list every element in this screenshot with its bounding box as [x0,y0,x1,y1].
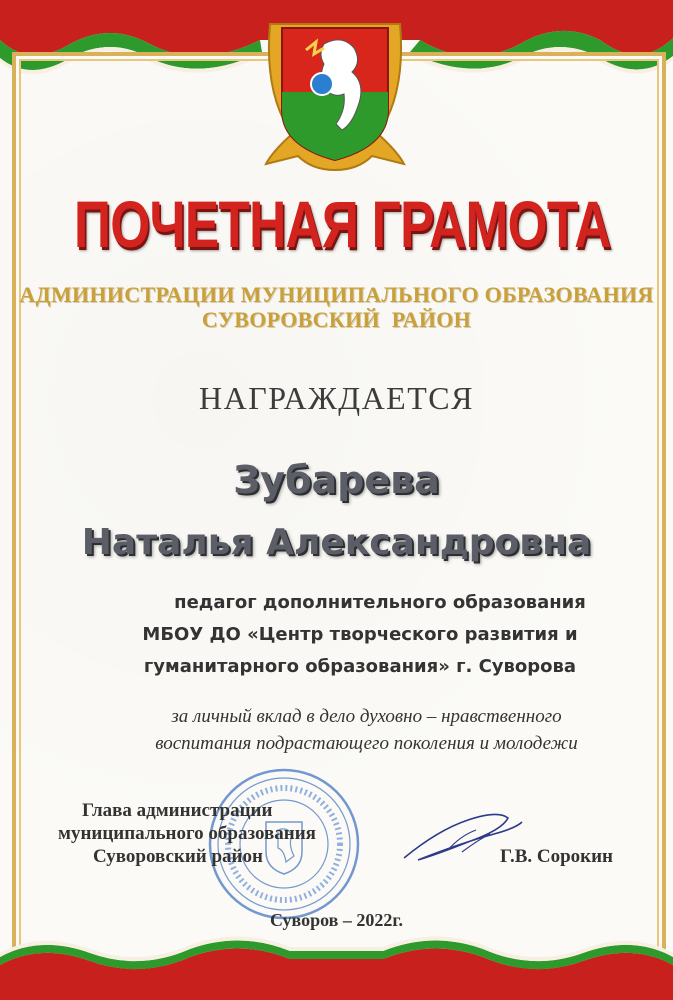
place-and-year: Суворов – 2022г. [269,910,404,930]
issuer-line-2: СУВОРОВСКИЙ РАЙОН [201,307,472,332]
position-line: МБОУ ДО «Центр творческого развития и [142,624,578,645]
signatory-title-line: муниципального образования [58,823,316,844]
signatory-title-line: Суворовский район [93,846,263,867]
merit-line: за личный вклад в дело духовно – нравственного [171,706,562,727]
recipient-given-names: Наталья Александровна [81,522,592,563]
position-line: педагог дополнительного образования [174,592,586,613]
bottom-ornament [0,935,673,1000]
signatory-title-line: Глава администрации [82,800,273,821]
position-line: гуманитарного образования» г. Суворова [143,656,577,677]
merit-line: воспитания подрастающего поколения и молодежи [155,733,578,754]
signatory-name: Г.В. Сорокин [500,846,613,867]
issuer-line-1: АДМИНИСТРАЦИИ МУНИЦИПАЛЬНОГО ОБРАЗОВАНИЯ [19,282,654,307]
recipient-surname: Зубарева [233,458,440,502]
certificate-title: ПОЧЕТНАЯ ГРАМОТА [74,187,611,261]
awarded-label: НАГРАЖДАЕТСЯ [199,380,474,416]
coat-of-arms-icon [262,14,408,172]
